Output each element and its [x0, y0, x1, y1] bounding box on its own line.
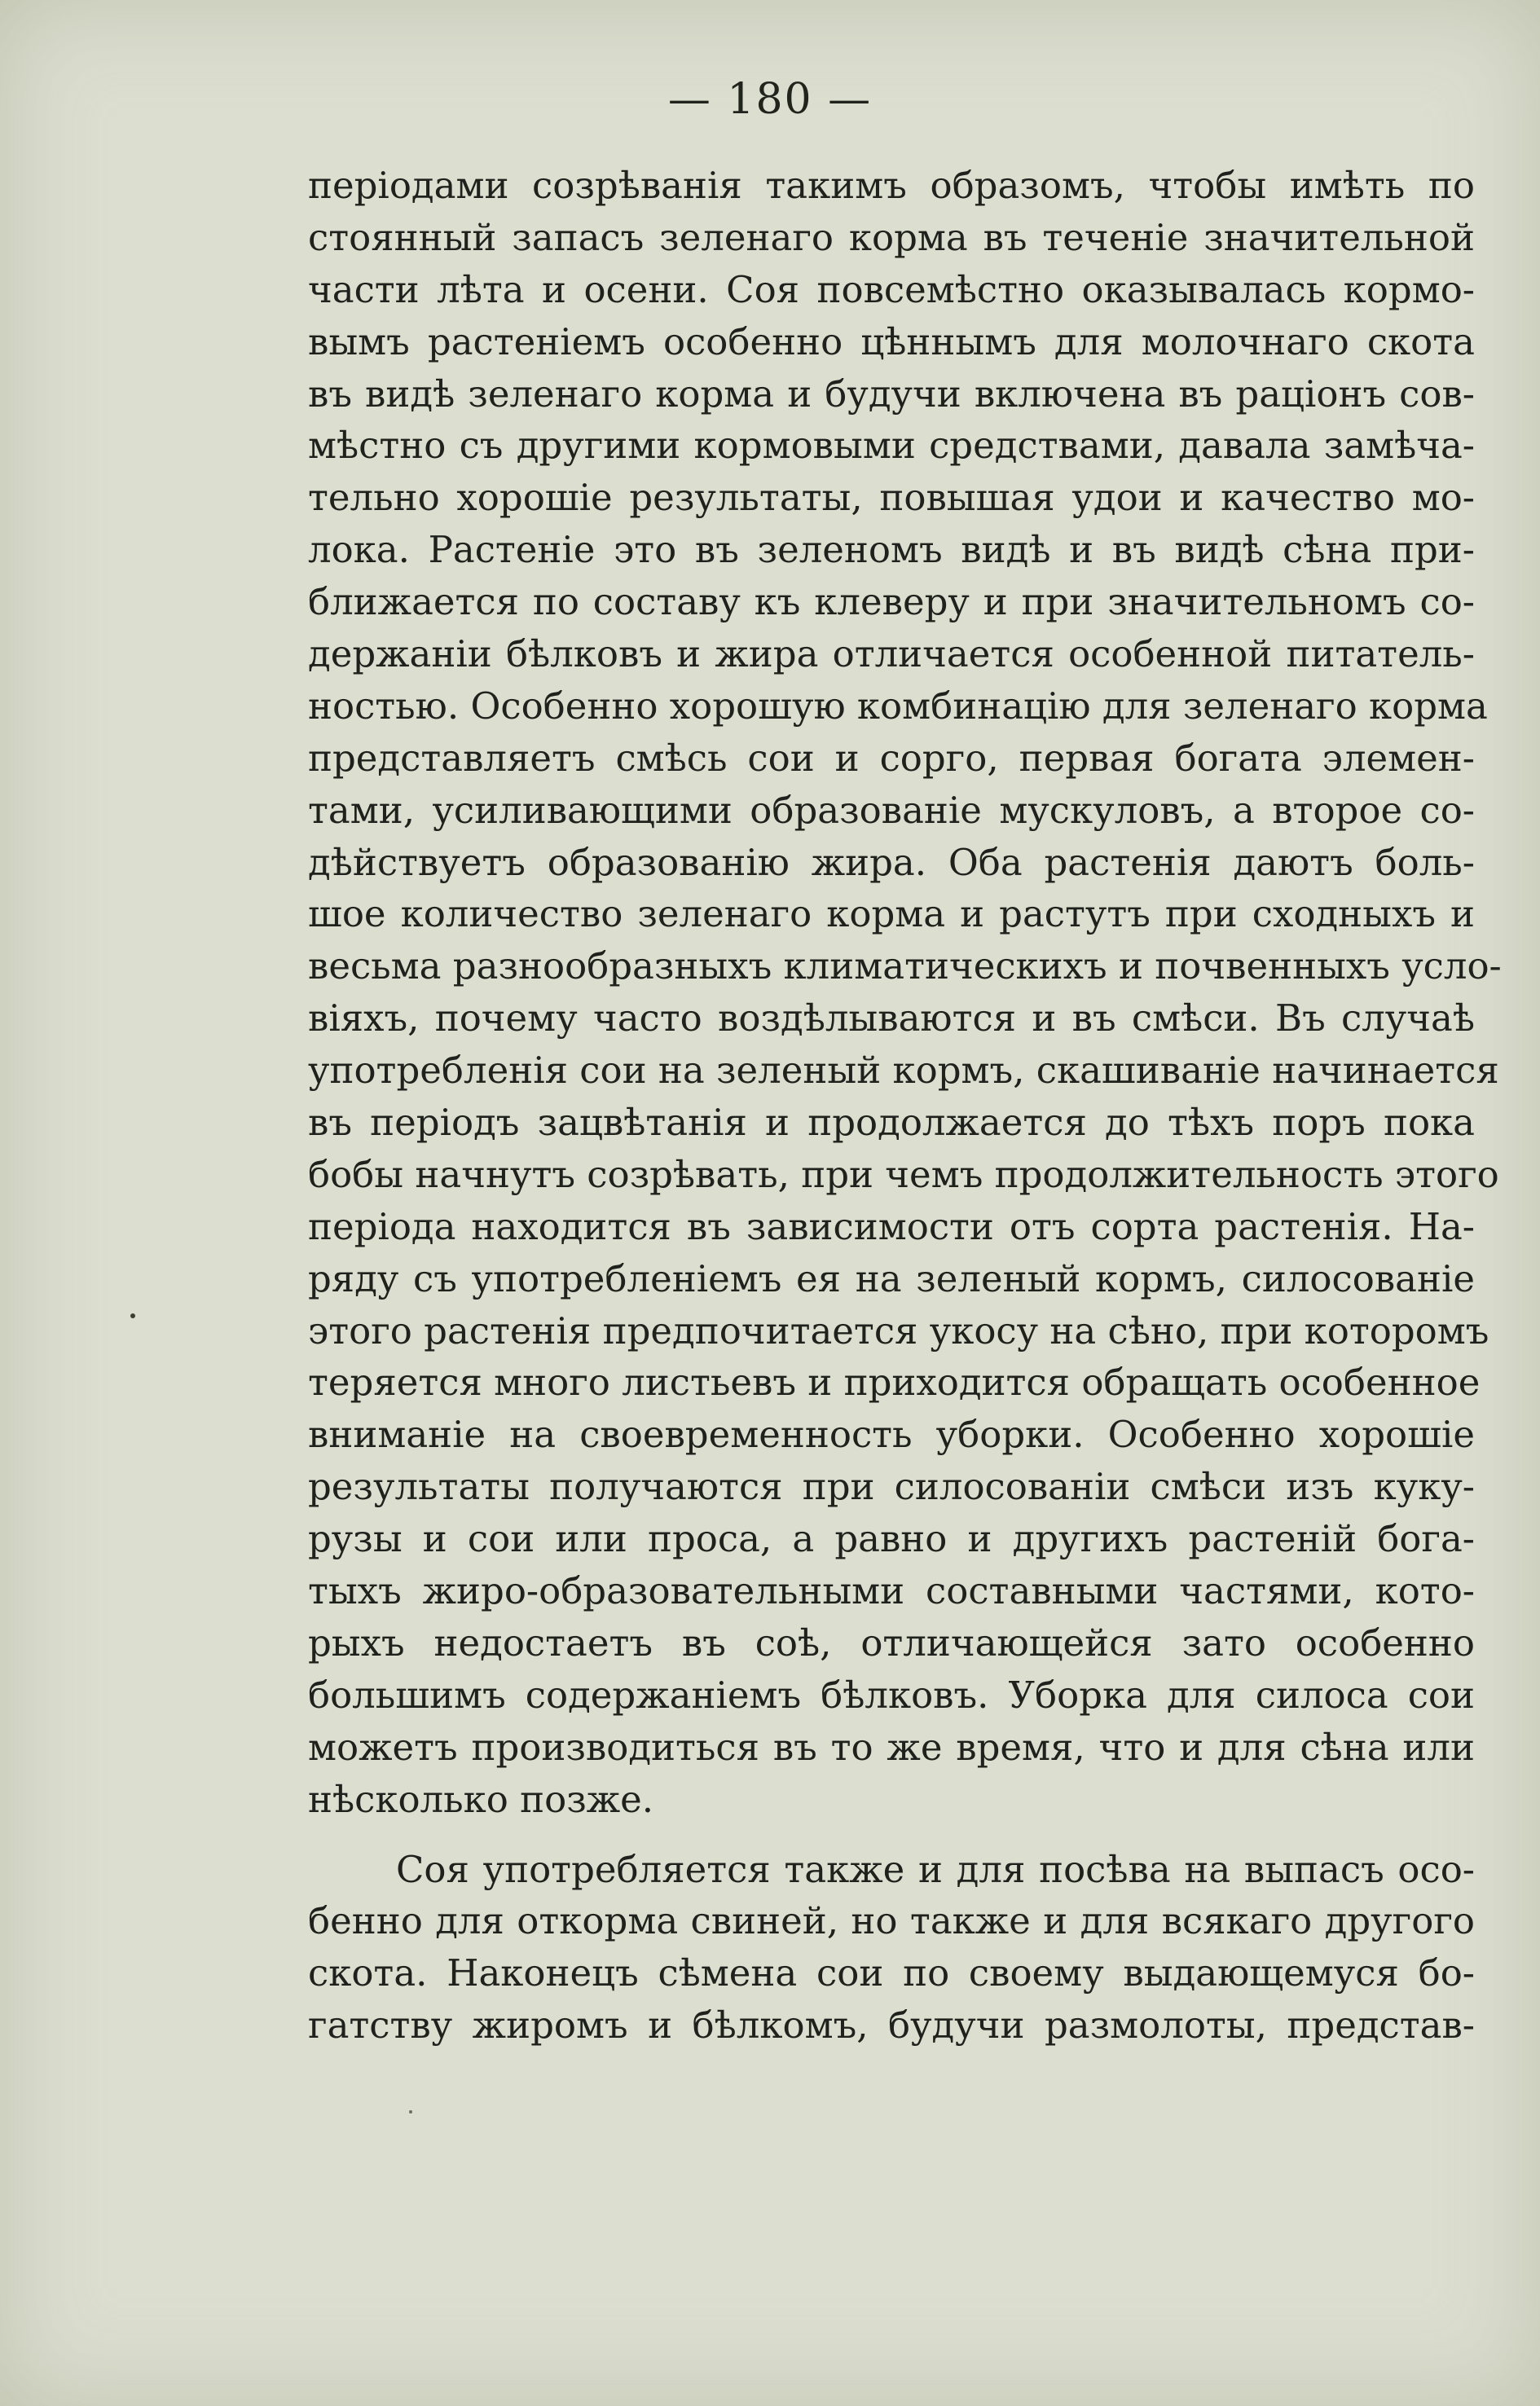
text-line: стоянный запасъ зеленаго корма въ теченіе значительной: [308, 215, 1475, 259]
text-line: представляетъ смѣсь сои и сорго, первая богата элемен-: [308, 736, 1475, 780]
text-line: части лѣта и осени. Соя повсемѣстно оказывалась кормо-: [308, 267, 1475, 311]
text-line: бенно для откорма свиней, но также и для всякаго другого: [308, 1899, 1475, 1943]
text-line: теряется много листьевъ и приходится обращать особенное: [308, 1361, 1481, 1405]
text-line: рыхъ недостаетъ въ соѣ, отличающейся зато особенно: [308, 1621, 1475, 1665]
text-line: бобы начнутъ созрѣвать, при чемъ продолжительность этого: [308, 1152, 1499, 1196]
text-line: Соя употребляется также и для посѣва на выпасъ осо-: [396, 1847, 1475, 1891]
page-number: — 180 —: [667, 75, 873, 124]
paragraph-2: [308, 1844, 1475, 2052]
margin-mark: [130, 1313, 135, 1318]
text-line: гатству жиромъ и бѣлкомъ, будучи размолоты, представ-: [308, 2004, 1475, 2048]
text-line: тыхъ жиро-образовательными составными частями, кото-: [308, 1569, 1475, 1613]
text-line: результаты получаются при силосованіи смѣси изъ куку-: [308, 1465, 1475, 1509]
text-line: вымъ растеніемъ особенно цѣннымъ для молочнаго скота: [308, 319, 1475, 363]
text-line: весьма разнообразныхъ климатическихъ и почвенныхъ усло-: [308, 944, 1502, 988]
text-line: нѣсколько позже.: [308, 1777, 654, 1821]
text-line: віяхъ, почему часто воздѣлываются и въ смѣси. Въ случаѣ: [308, 996, 1475, 1040]
text-line: употребленія сои на зеленый кормъ, скашиваніе начинается: [308, 1049, 1499, 1093]
ink-speck: [409, 2110, 412, 2113]
text-line: тельно хорошіе результаты, повышая удои и качество мо-: [308, 476, 1475, 520]
text-line: ностью. Особенно хорошую комбинацію для зеленаго корма: [308, 684, 1488, 728]
text-line: рузы и сои или проса, а равно и другихъ растеній бога-: [308, 1517, 1475, 1561]
text-line: ближается по составу къ клеверу и при значительномъ со-: [308, 580, 1475, 624]
text-line: въ видѣ зеленаго корма и будучи включена въ раціонъ сов-: [308, 372, 1475, 416]
text-line: скота. Наконецъ сѣмена сои по своему выдающемуся бо-: [308, 1951, 1475, 1995]
text-line: держаніи бѣлковъ и жира отличается особенной питатель-: [308, 632, 1475, 676]
text-line: этого растенія предпочитается укосу на сѣно, при которомъ: [308, 1309, 1489, 1353]
text-line: можетъ производиться въ то же время, что и для сѣна или: [308, 1725, 1475, 1769]
text-line: большимъ содержаніемъ бѣлковъ. Уборка для силоса сои: [308, 1673, 1475, 1717]
text-line: періода находится въ зависимости отъ сорта растенія. На-: [308, 1204, 1475, 1248]
text-line: лока. Растеніе это въ зеленомъ видѣ и въ видѣ сѣна при-: [308, 528, 1475, 572]
text-line: тами, усиливающими образованіе мускуловъ, а второе со-: [308, 788, 1475, 832]
paragraph-1: [308, 160, 1502, 1826]
text-line: въ періодъ зацвѣтанія и продолжается до тѣхъ поръ пока: [308, 1101, 1475, 1145]
text-line: вниманіе на своевременность уборки. Особенно хорошіе: [308, 1413, 1475, 1457]
text-line: періодами созрѣванія такимъ образомъ, чтобы имѣть по: [308, 164, 1475, 207]
paragraph-gap: [308, 1826, 1475, 1844]
text-line: шое количество зеленаго корма и растутъ при сходныхъ и: [308, 892, 1475, 936]
page-text: [308, 160, 1502, 2052]
text-line: мѣстно съ другими кормовыми средствами, давала замѣча-: [308, 424, 1475, 468]
text-line: ряду съ употребленіемъ ея на зеленый кормъ, силосованіе: [308, 1256, 1475, 1300]
text-line: дѣйствуетъ образованію жира. Оба растенія даютъ боль-: [308, 840, 1475, 884]
